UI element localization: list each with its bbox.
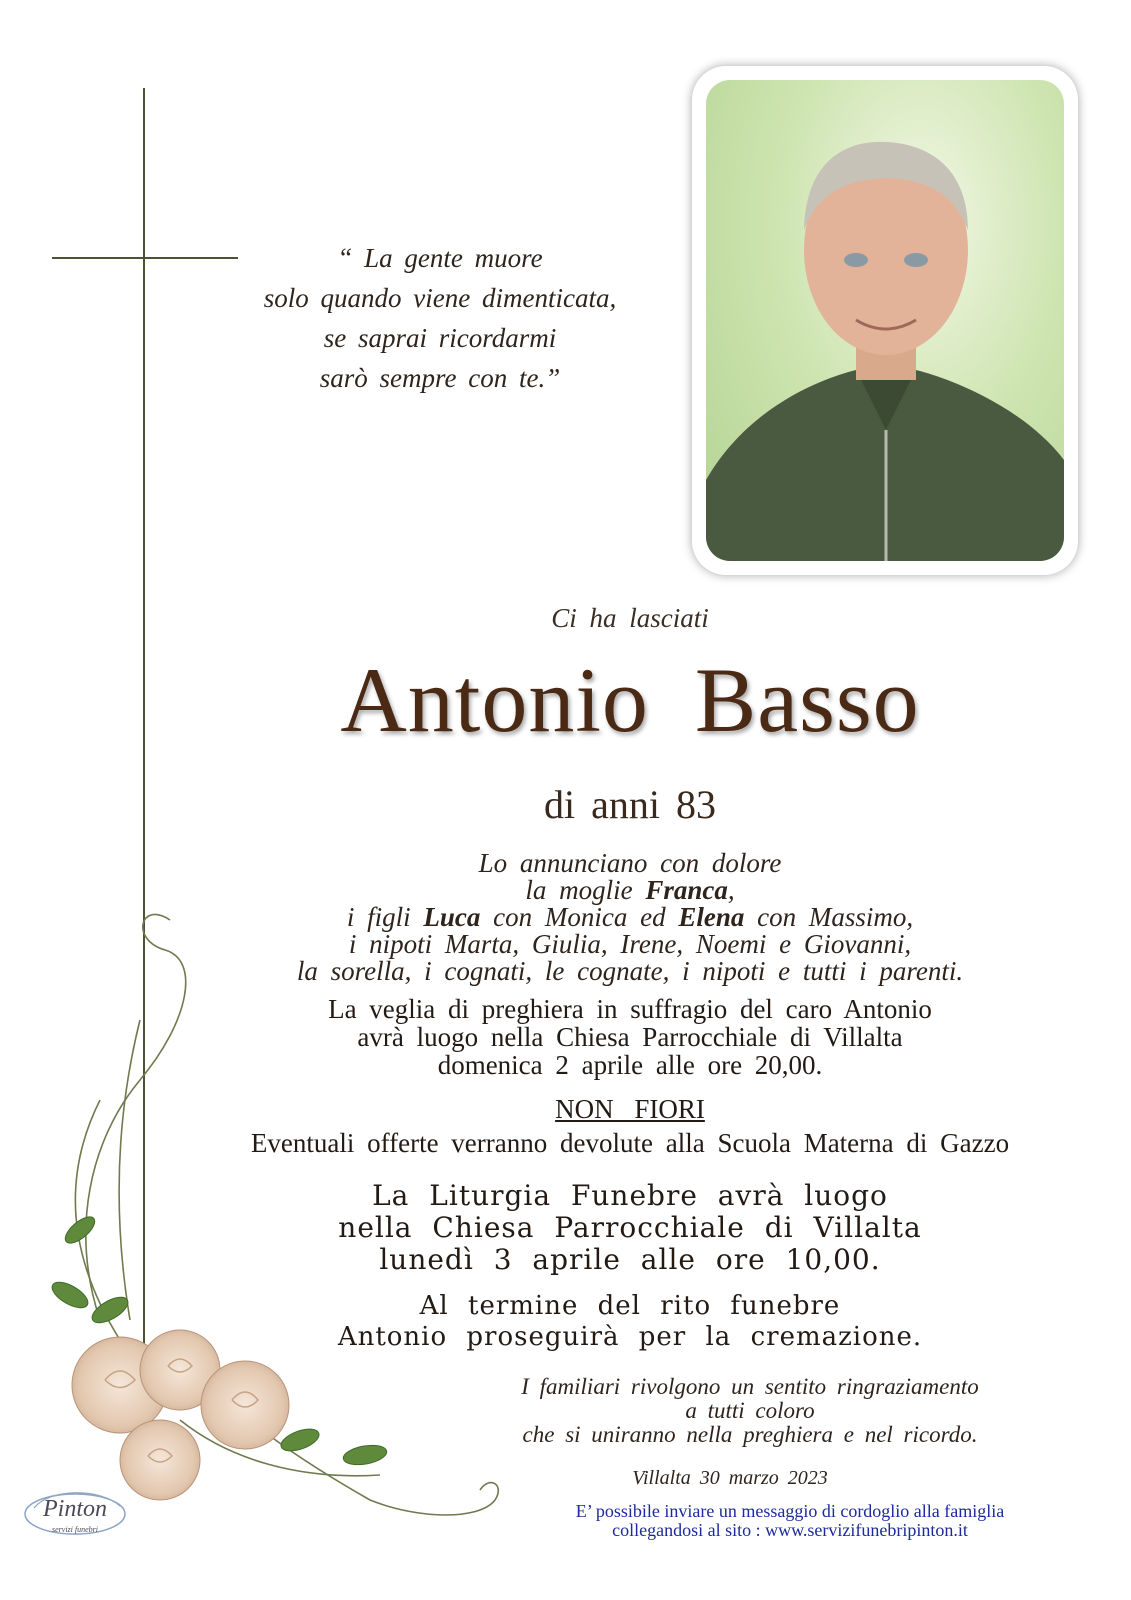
family-line: i nipoti Marta, Giulia, Irene, Noemi e Giovanni, — [348, 929, 912, 959]
deceased-name: Antonio Basso — [340, 649, 920, 751]
memorial-quote — [220, 238, 660, 398]
cross-horizontal-bar — [52, 257, 238, 259]
family-line: la moglie Franca, — [525, 875, 735, 905]
child-name: Luca — [423, 902, 481, 932]
vigil-line: La veglia di preghiera in suffragio del caro Antonio — [328, 994, 932, 1024]
thanks-line: a tutti coloro — [685, 1398, 815, 1423]
offerte-text: Eventuali offerte verranno devolute alla Scuola Materna di Gazzo — [250, 1128, 1010, 1158]
family-line: Lo annunciano con dolore — [478, 848, 782, 878]
thanks-line: I familiari rivolgono un sentito ringraziamento — [521, 1374, 979, 1399]
deceased-age: di anni 83 — [544, 782, 716, 827]
thanks-text — [400, 1375, 1100, 1447]
vigil-info — [200, 995, 1060, 1079]
vigil-line: avrà luogo nella Chiesa Parrocchiale di Villalta — [357, 1022, 903, 1052]
family-announcement — [200, 850, 1060, 985]
child-name: Elena — [678, 902, 745, 932]
liturgy-line: La Liturgia Funebre avrà luogo — [372, 1179, 888, 1212]
condolence-line: E’ possibile inviare un messaggio di cordoglio alla famiglia — [575, 1501, 1005, 1521]
condolence-message — [460, 1502, 1120, 1540]
portrait-photo — [706, 80, 1064, 561]
quote-line: se saprai ricordarmi — [323, 323, 557, 353]
non-fiori-heading: NON FIORI — [555, 1094, 705, 1124]
family-line: i figli Luca con Monica ed Elena con Massimo, — [346, 902, 914, 932]
condolence-link[interactable]: collegandosi al sito : www.servizifunebripinton.it — [612, 1520, 968, 1540]
place-date: Villalta 30 marzo 2023 — [632, 1467, 828, 1489]
intro-text: Ci ha lasciati — [551, 603, 709, 633]
family-line: la sorella, i cognati, le cognate, i nipoti e tutti i parenti. — [296, 956, 964, 986]
cremation-line: Antonio proseguirà per la cremazione. — [337, 1322, 923, 1352]
cremation-line: Al termine del rito funebre — [419, 1291, 841, 1321]
wife-name: Franca — [645, 875, 728, 905]
vigil-line: domenica 2 aprile alle ore 20,00. — [437, 1050, 823, 1080]
quote-line: “ La gente muore — [337, 243, 543, 273]
logo-brand: Pinton — [43, 1496, 107, 1522]
quote-line: solo quando viene dimenticata, — [263, 283, 617, 313]
quote-line: sarò sempre con te.” — [319, 363, 561, 393]
liturgy-line: nella Chiesa Parrocchiale di Villalta — [338, 1211, 922, 1244]
logo-tagline: servizi funebri — [52, 1525, 98, 1534]
liturgy-line: lunedì 3 aprile alle ore 10,00. — [379, 1243, 881, 1276]
thanks-line: che si uniranno nella preghiera e nel ricordo. — [522, 1422, 978, 1447]
cremation-info — [200, 1291, 1060, 1353]
pinton-logo — [20, 1478, 130, 1544]
funeral-liturgy-info — [200, 1180, 1060, 1276]
